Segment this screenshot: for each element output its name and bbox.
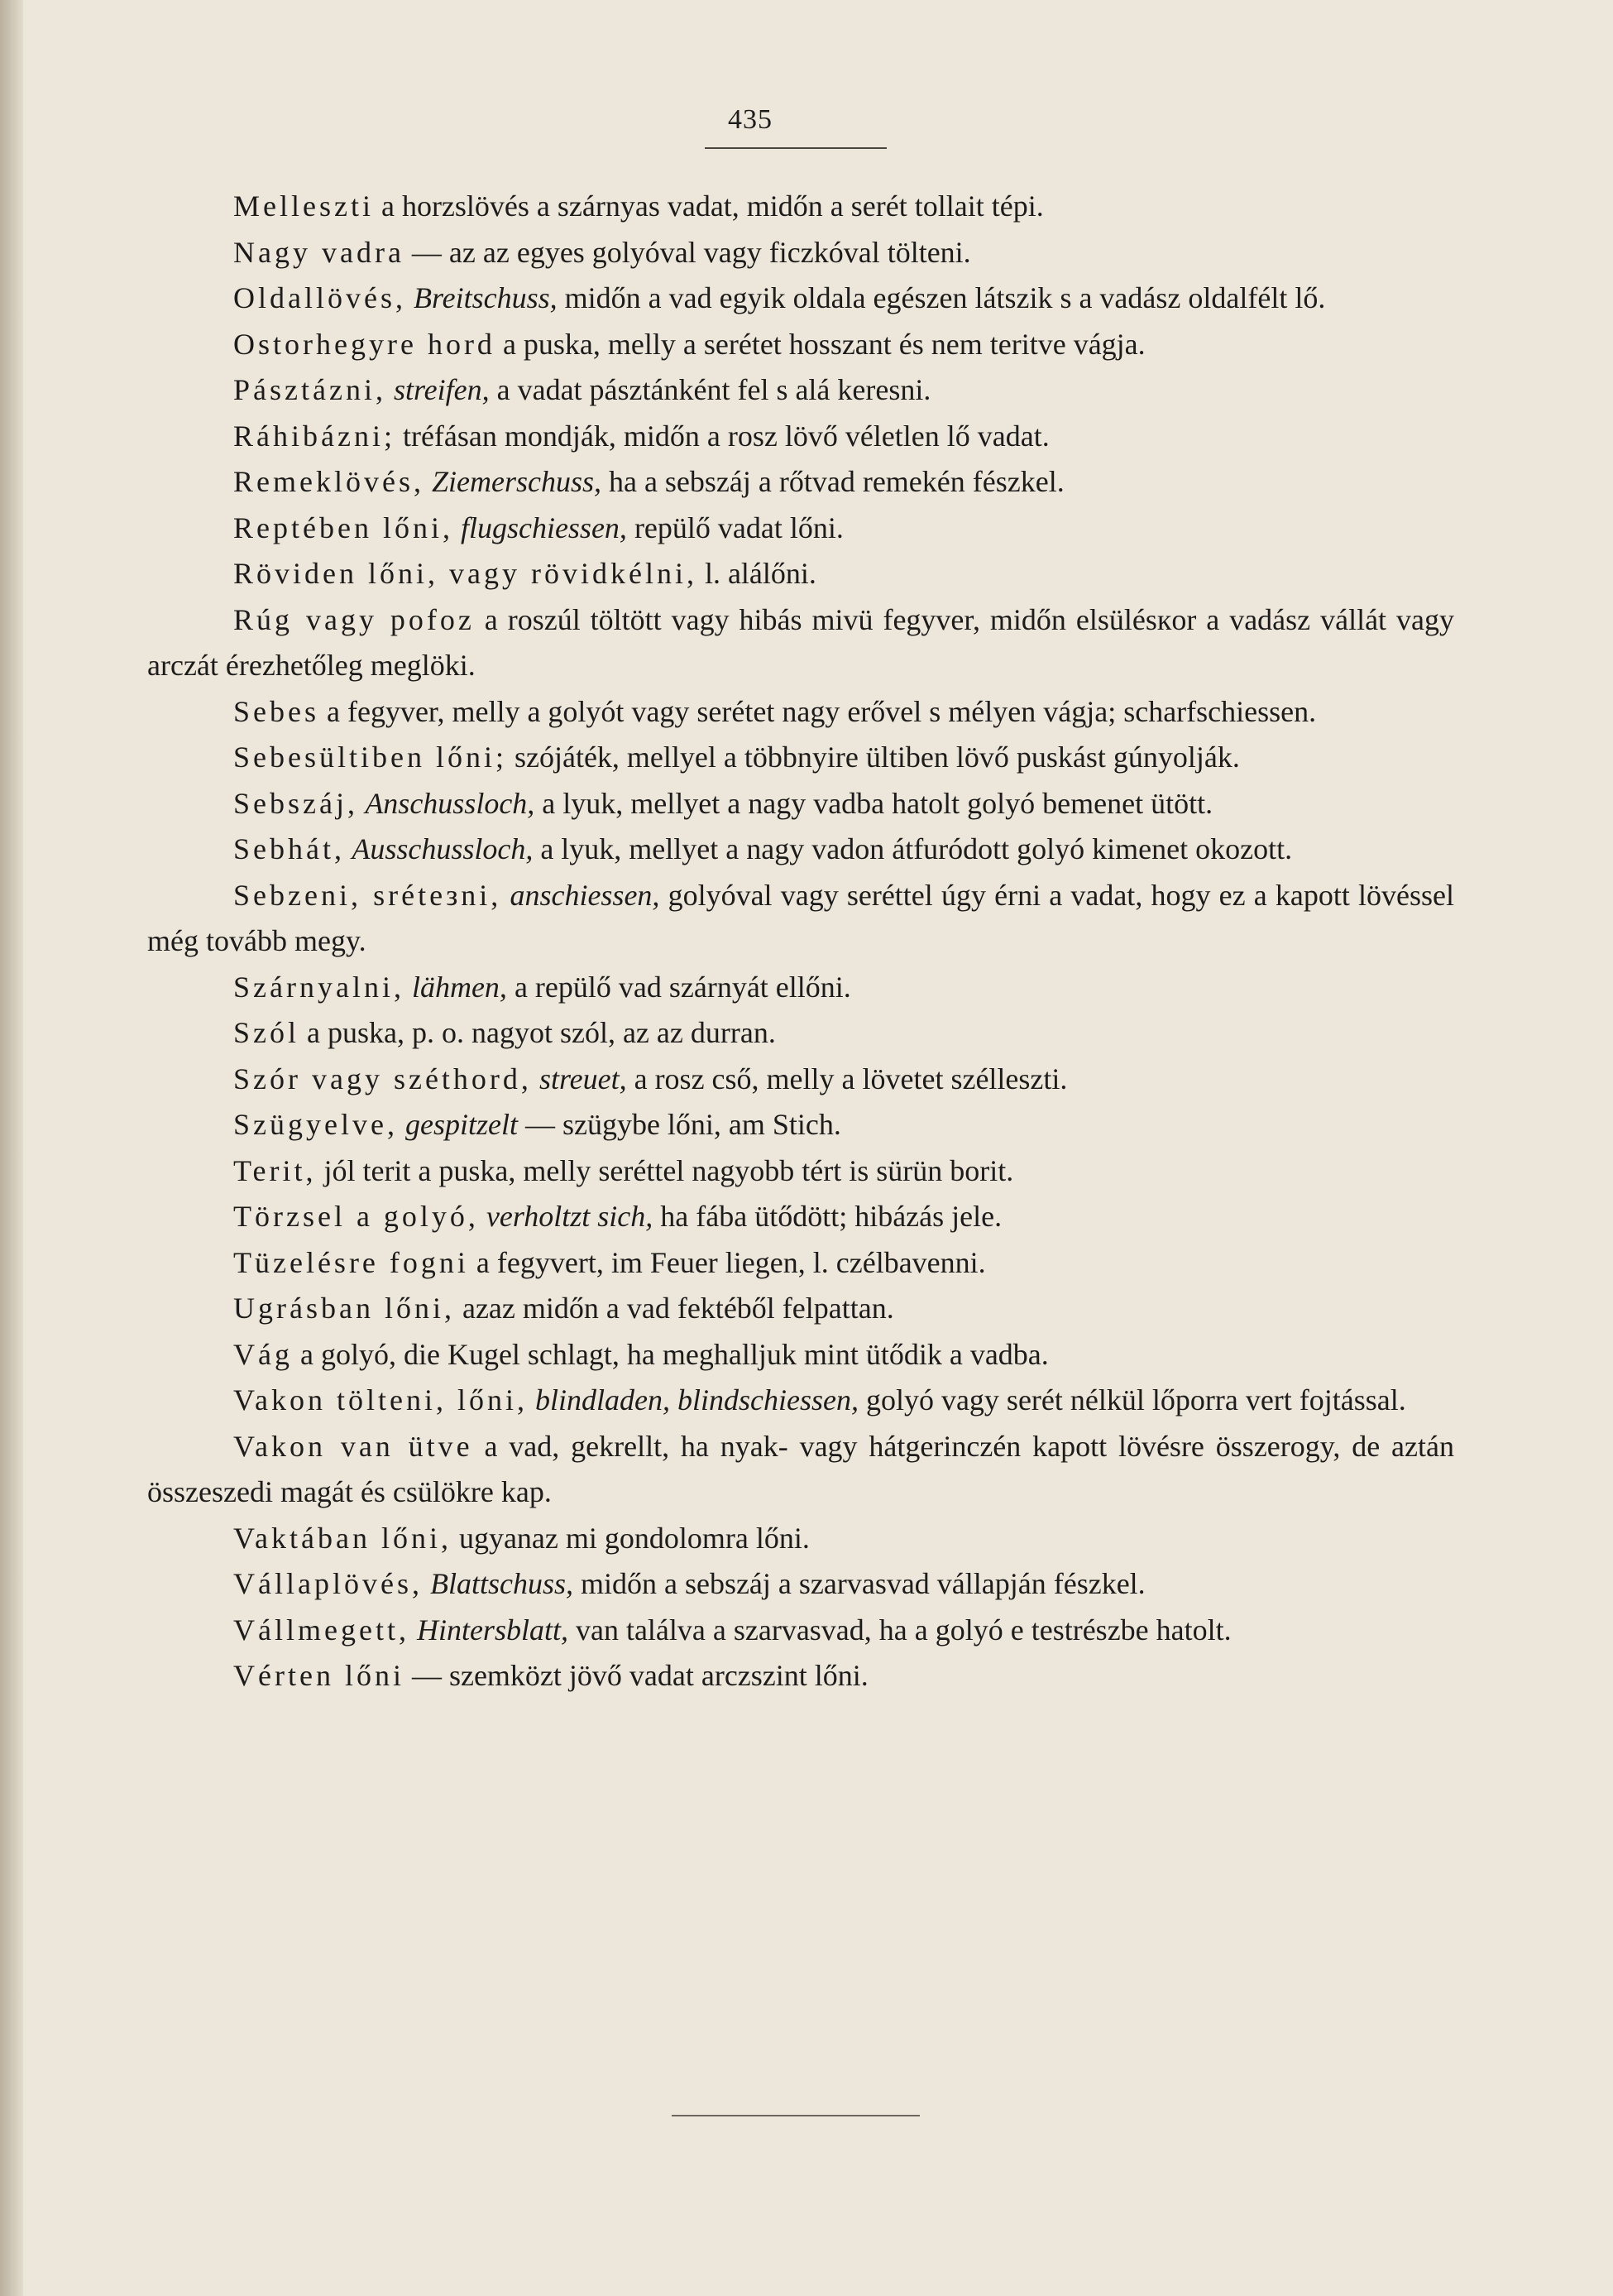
glossary-entry xyxy=(147,597,1454,689)
entry-term: Sebszáj, xyxy=(233,786,358,820)
entry-german-gloss: blindladen, blindschiessen, xyxy=(527,1383,859,1416)
entry-german-gloss: Ziemerschuss, xyxy=(424,465,601,498)
entry-term: Oldallövés, xyxy=(233,281,406,314)
entry-definition: azaz midőn a vad fektéből felpattan. xyxy=(454,1292,894,1325)
glossary-entry xyxy=(147,781,1454,827)
glossary-entry xyxy=(147,322,1454,368)
entry-definition: a roszúl töltött vagy hibás mivü fegyver, midőn elsülésкor a vadász vállát vagy arczát érezhetőleg meglöki. xyxy=(147,602,1454,682)
glossary-entry xyxy=(147,1332,1454,1378)
entry-definition: midőn a vad egyik oldala egészen látszik s a vadász oldalfélt lő. xyxy=(557,281,1326,314)
entry-german-gloss: Blattschuss, xyxy=(422,1567,573,1600)
entry-term: Vág xyxy=(233,1337,293,1371)
entry-definition: l. alálőni. xyxy=(696,557,816,590)
glossary-entry xyxy=(147,1240,1454,1287)
glossary-entry xyxy=(147,1057,1454,1103)
glossary-entry xyxy=(147,1424,1454,1516)
entry-definition: a repülő vad szárnyát ellőni. xyxy=(506,970,851,1004)
entry-term: Szügyelve, xyxy=(233,1108,398,1141)
entry-definition: a vadat pásztánként fel s alá keresni. xyxy=(489,373,931,406)
glossary-entry xyxy=(147,184,1454,230)
entry-term: Röviden lőni, vagy rövidkélni, xyxy=(233,557,697,590)
glossary-entry xyxy=(147,1286,1454,1332)
entry-term: Törzsel a golyó, xyxy=(233,1200,479,1233)
glossary-entry xyxy=(147,367,1454,414)
entry-definition: ha a sebszáj a rőtvad remekén fészkel. xyxy=(601,465,1065,498)
header-rule xyxy=(705,147,887,149)
entry-definition: golyóval vagy seréttel úgy érni a vadat, hogy ez a kapott lövéssel még tovább megy. xyxy=(147,878,1454,957)
glossary-entry xyxy=(147,459,1454,506)
entry-definition: — az az egyes golyóval vagy ficzkóval tölteni. xyxy=(404,235,971,269)
entry-definition: szójáték, mellyel a többnyire ültiben lövő puskást gúnyolják. xyxy=(506,741,1240,774)
entry-term: Sebesültiben lőni; xyxy=(233,741,507,774)
glossary-entry xyxy=(147,1010,1454,1057)
glossary-entry xyxy=(147,965,1454,1011)
entry-term: Remeklövés, xyxy=(233,465,424,498)
page-number: 435 xyxy=(728,104,773,135)
entry-definition: a rosz cső, melly a lövetet szélleszti. xyxy=(626,1062,1068,1095)
glossary-entry xyxy=(147,1653,1454,1699)
glossary-entry xyxy=(147,873,1454,965)
entry-term: Ráhibázni; xyxy=(233,419,395,453)
closing-rule xyxy=(672,2115,920,2116)
entry-definition: midőn a sebszáj a szarvasvad vállapján fészkel. xyxy=(572,1567,1146,1600)
glossary-entry xyxy=(147,276,1454,322)
glossary-entry xyxy=(147,1102,1454,1148)
entry-term: Nagy vadra xyxy=(233,235,404,269)
entry-german-gloss: Anschussloch, xyxy=(357,786,535,820)
entry-definition: — szügybe lőni, am Stich. xyxy=(517,1108,841,1141)
entry-definition: — szemközt jövő vadat arczszint lőni. xyxy=(404,1659,869,1692)
entry-definition: a puska, melly a serétet hosszant és nem teritve vágja. xyxy=(495,327,1146,361)
entry-term: Sebzeni, sréteзni, xyxy=(233,878,502,912)
entry-term: Sebhát, xyxy=(233,832,345,865)
entry-term: Vaktában lőni, xyxy=(233,1521,452,1555)
entry-definition: a horzslövés a szárnyas vadat, midőn a serét tollait tépi. xyxy=(373,189,1044,223)
entry-german-gloss: gespitzelt xyxy=(397,1108,518,1141)
entry-german-gloss: flugschiessen, xyxy=(452,510,627,544)
glossary-entry xyxy=(147,1378,1454,1424)
entry-term: Vállaplövés, xyxy=(233,1567,423,1600)
entry-german-gloss: Ausschussloch, xyxy=(344,832,534,865)
glossary-entry xyxy=(147,1148,1454,1195)
entry-term: Terit, xyxy=(233,1153,317,1187)
entry-definition: van találva a szarvasvad, ha a golyó e testrészbe hatolt. xyxy=(567,1613,1232,1647)
entry-term: Vállmegett, xyxy=(233,1613,409,1647)
entry-term: Ostorhegyre hord xyxy=(233,327,495,361)
entry-term: Sebes xyxy=(233,694,319,728)
entry-definition: ugyanaz mi gondolomra lőni. xyxy=(451,1521,810,1555)
glossary-entry xyxy=(147,1194,1454,1240)
glossary-entry xyxy=(147,1516,1454,1562)
glossary-entry xyxy=(147,689,1454,736)
glossary-entries xyxy=(147,184,1454,1699)
entry-definition: ha fába ütődött; hibázás jele. xyxy=(653,1200,1003,1233)
glossary-entry xyxy=(147,506,1454,552)
entry-definition: jól terit a puska, melly seréttel nagyobb tért is sürün borit. xyxy=(316,1153,1014,1187)
glossary-entry xyxy=(147,1561,1454,1608)
entry-definition: a fegyver, melly a golyót vagy serétet nagy erővel s mélyen vágja; scharfschiessen. xyxy=(319,694,1317,728)
entry-term: Melleszti xyxy=(233,189,374,223)
entry-term: Tüzelésre fogni xyxy=(233,1245,469,1279)
entry-term: Szárnyalni, xyxy=(233,970,404,1004)
entry-term: Vérten lőni xyxy=(233,1659,404,1692)
glossary-entry xyxy=(147,827,1454,873)
entry-term: Vakon tölteni, lőni, xyxy=(233,1383,528,1416)
page-gutter-shadow xyxy=(0,0,23,2296)
glossary-entry xyxy=(147,735,1454,781)
glossary-entry xyxy=(147,414,1454,460)
entry-term: Reptében lőni, xyxy=(233,510,453,544)
entry-definition: golyó vagy serét nélkül lőporra vert fojtással. xyxy=(858,1383,1406,1416)
entry-german-gloss: Breitschuss, xyxy=(405,281,558,314)
entry-german-gloss: verholtzt sich, xyxy=(478,1200,653,1233)
entry-definition: a puska, p. o. nagyot szól, az az durran. xyxy=(299,1016,776,1049)
entry-definition: a fegyvert, im Feuer liegen, l. czélbavenni. xyxy=(468,1245,986,1279)
entry-definition: a golyó, die Kugel schlagt, ha meghalljuk mint ütődik a vadba. xyxy=(292,1337,1049,1371)
entry-term: Szól xyxy=(233,1016,300,1049)
glossary-entry xyxy=(147,230,1454,276)
entry-term: Ugrásban lőni, xyxy=(233,1292,455,1325)
entry-term: Szór vagy széthord, xyxy=(233,1062,532,1095)
entry-term: Rúg vagy pofoz xyxy=(233,602,475,636)
entry-german-gloss: anschiessen, xyxy=(501,878,660,912)
entry-german-gloss: streuet, xyxy=(531,1062,627,1095)
entry-term: Pásztázni, xyxy=(233,373,386,406)
entry-german-gloss: Hintersblatt, xyxy=(409,1613,568,1647)
entry-definition: a vad, gekrellt, ha nyak- vagy hátgerinczén kapott lövésre összerogy, de aztán összeszedi magát és csülökre kap. xyxy=(147,1429,1454,1508)
entry-german-gloss: lähmen, xyxy=(404,970,507,1004)
entry-definition: repülő vadat lőni. xyxy=(626,510,844,544)
entry-definition: tréfásan mondják, midőn a rosz lövő véletlen lő vadat. xyxy=(395,419,1050,453)
glossary-entry xyxy=(147,1608,1454,1654)
entry-german-gloss: streifen, xyxy=(385,373,490,406)
entry-definition: a lyuk, mellyet a nagy vadon átfuródott golyó kimenet okozott. xyxy=(533,832,1293,865)
glossary-entry xyxy=(147,551,1454,597)
entry-term: Vakon van ütve xyxy=(233,1429,473,1463)
entry-definition: a lyuk, mellyet a nagy vadba hatolt golyó bemenet ütött. xyxy=(534,786,1213,820)
